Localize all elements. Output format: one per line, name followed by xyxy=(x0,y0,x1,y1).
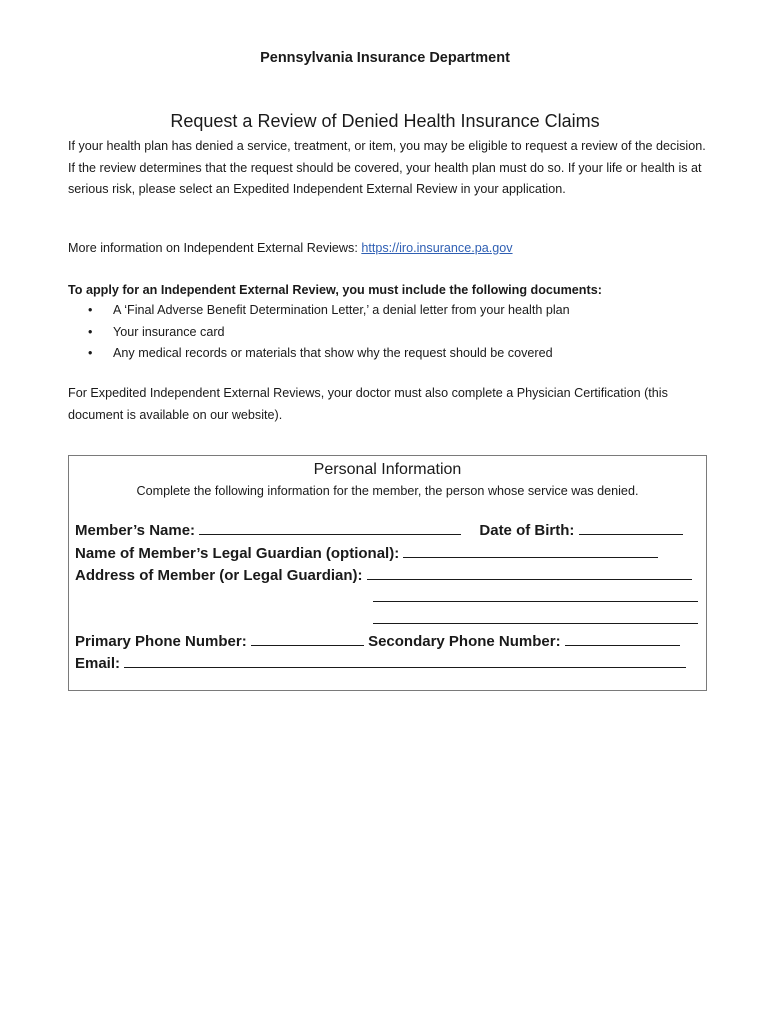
bullet-icon: • xyxy=(88,324,93,339)
bullet-icon: • xyxy=(88,346,93,360)
email-row xyxy=(75,652,686,674)
phone-row xyxy=(75,630,680,652)
address-field-line-3[interactable] xyxy=(373,608,698,624)
guardian-name-field[interactable] xyxy=(403,542,658,558)
members-name-label: Member’s Name: xyxy=(75,522,200,539)
secondary-phone-label: Secondary Phone Number: xyxy=(368,633,565,650)
more-info-label: More information on Independent External Reviews: xyxy=(68,241,362,255)
page-title: Request a Review of Denied Health Insurance Claims xyxy=(170,111,600,131)
guardian-name-label: Name of Member’s Legal Guardian (optional): xyxy=(75,545,404,562)
more-info-line xyxy=(68,238,708,258)
members-name-field[interactable] xyxy=(199,519,461,535)
documents-heading: To apply for an Independent External Review, you must include the following documents: xyxy=(68,283,602,297)
date-of-birth-field[interactable] xyxy=(579,519,683,535)
date-of-birth-label: Date of Birth: xyxy=(479,522,579,539)
address-row xyxy=(75,564,692,586)
bullet-icon: • xyxy=(88,303,93,317)
expedited-note: For Expedited Independent External Reviews, your doctor must also complete a Physician Certification (this document is available on our website). xyxy=(68,386,668,422)
intro-paragraph: If your health plan has denied a service, treatment, or item, you may be eligible to request a review of the decision. If the review determines that the request should be covered, your health plan must do so. If your life or health is at serious risk, please select an Expedited Independent External Review in your application. xyxy=(68,139,706,196)
primary-phone-field[interactable] xyxy=(251,630,364,646)
list-item: • Any medical records or materials that show why the request should be covered xyxy=(68,343,708,365)
department-name: Pennsylvania Insurance Department xyxy=(260,50,510,66)
required-documents-list xyxy=(68,300,708,365)
guardian-row xyxy=(75,542,658,564)
primary-phone-label: Primary Phone Number: xyxy=(75,633,251,650)
address-label: Address of Member (or Legal Guardian): xyxy=(75,567,367,584)
personal-information-box xyxy=(68,455,707,691)
email-field[interactable] xyxy=(124,652,686,668)
secondary-phone-field[interactable] xyxy=(565,630,680,646)
address-field-line-2[interactable] xyxy=(373,586,698,602)
address-row-3 xyxy=(373,608,698,630)
personal-information-title: Personal Information xyxy=(313,461,462,478)
list-item: • A ‘Final Adverse Benefit Determination Letter,’ a denial letter from your health plan xyxy=(68,300,708,322)
address-field-line-1[interactable] xyxy=(367,564,692,580)
personal-information-subtitle: Complete the following information for the member, the person whose service was denied. xyxy=(136,484,639,498)
email-label: Email: xyxy=(75,655,125,672)
list-item: • Your insurance card xyxy=(68,322,708,344)
name-dob-row xyxy=(75,519,683,541)
address-row-2 xyxy=(373,586,698,608)
iro-website-link[interactable]: https://iro.insurance.pa.gov xyxy=(361,241,513,255)
